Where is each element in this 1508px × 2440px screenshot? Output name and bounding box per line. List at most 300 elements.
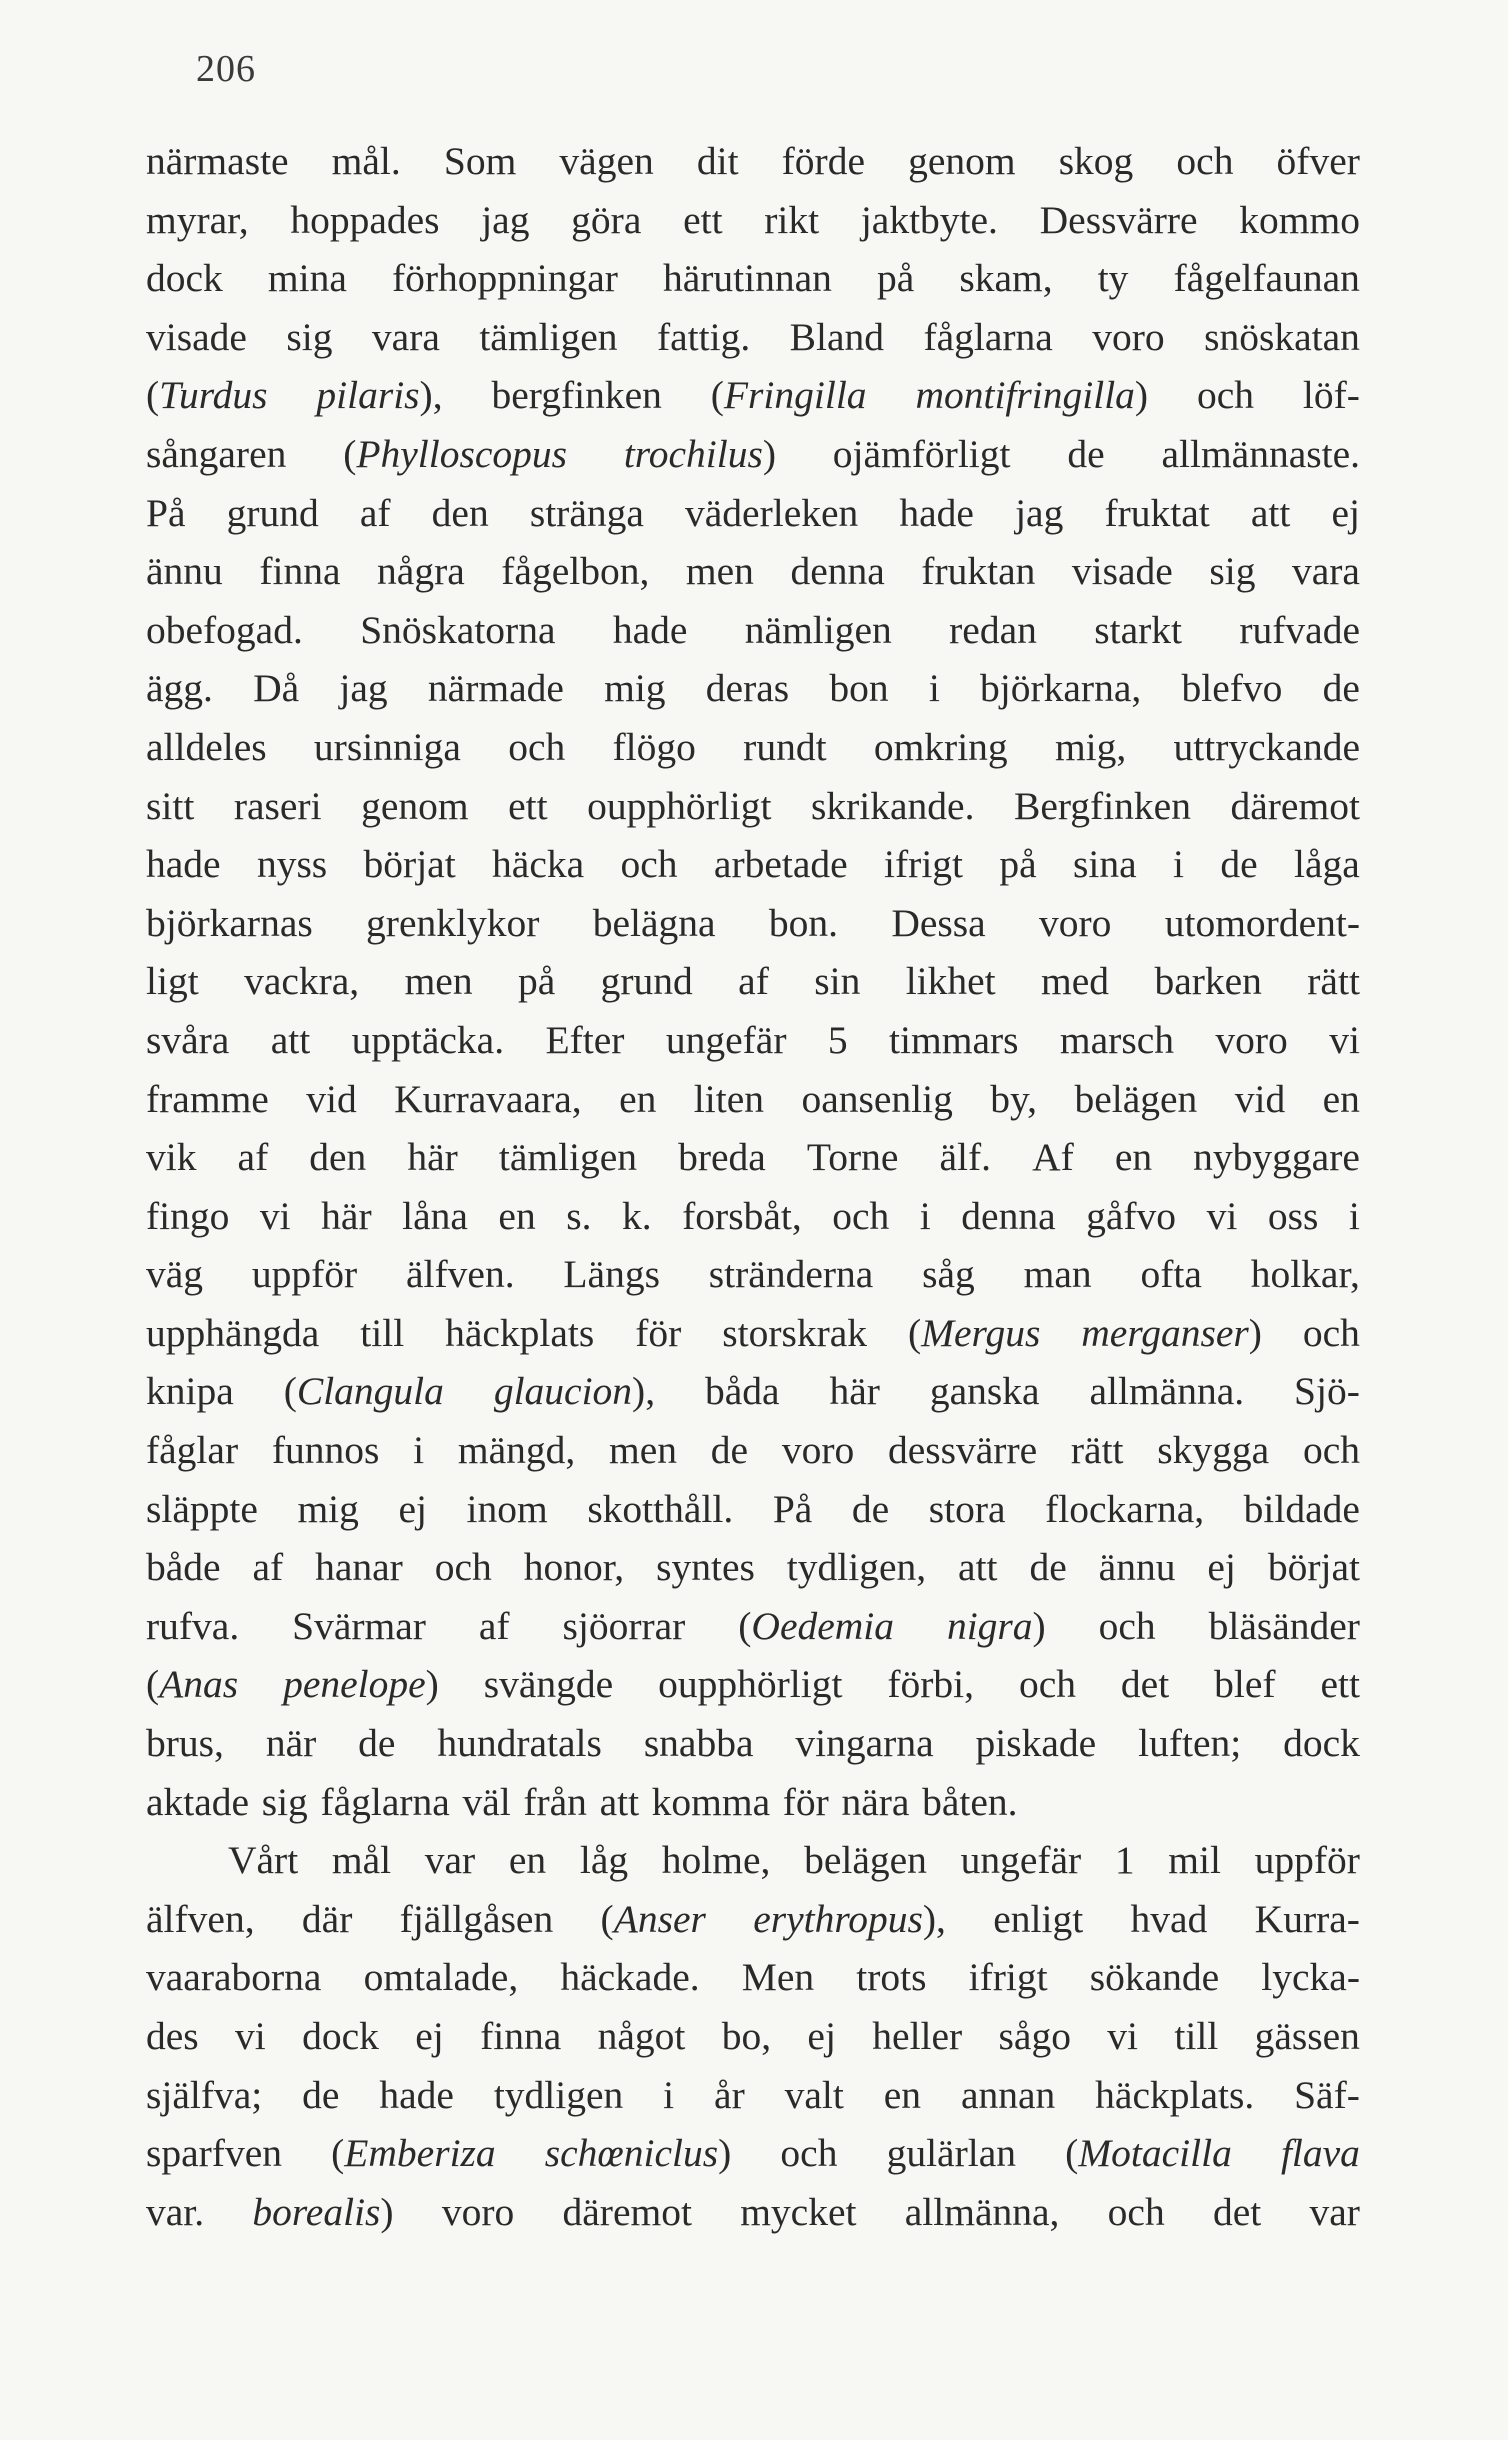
- word: sparfven: [146, 2131, 282, 2176]
- text-line: [146, 1773, 1360, 1832]
- word: hundratals: [437, 1721, 602, 1766]
- word: var.: [146, 2189, 205, 2234]
- word: de: [1067, 431, 1105, 476]
- word: mig,: [1054, 724, 1127, 769]
- word: Bland: [789, 314, 884, 359]
- word: Vårt: [228, 1838, 299, 1883]
- word: by,: [990, 1076, 1038, 1121]
- word: oansenlig: [801, 1076, 953, 1121]
- word: På: [772, 1486, 813, 1531]
- word: börjat: [363, 842, 456, 887]
- word: vackra,: [244, 959, 360, 1004]
- text-line: [146, 542, 1360, 601]
- word: mil: [1168, 1838, 1221, 1883]
- word: och: [1098, 1603, 1156, 1648]
- word: skam,: [959, 256, 1053, 301]
- word: (Fringilla: [710, 373, 867, 418]
- word: låga: [1294, 842, 1360, 887]
- word: och: [832, 1193, 890, 1238]
- word: blef: [1214, 1662, 1276, 1707]
- word: myrar,: [146, 197, 249, 242]
- word: denna: [790, 549, 885, 594]
- word: en: [619, 1076, 657, 1121]
- word: mig: [604, 666, 666, 711]
- word: i: [1173, 842, 1185, 887]
- word: bon.: [768, 900, 838, 945]
- word: här: [407, 1135, 458, 1180]
- text-line: [146, 1831, 1360, 1890]
- word: af: [237, 1135, 269, 1180]
- word: tämligen: [498, 1135, 638, 1180]
- word: knipa: [146, 1369, 234, 1414]
- word: pilaris),: [316, 373, 443, 418]
- word: framme: [146, 1076, 269, 1121]
- word: Kurra-: [1254, 1896, 1360, 1941]
- word: sig: [286, 314, 333, 359]
- word: bon: [829, 666, 889, 711]
- word: ägg.: [146, 666, 213, 711]
- word: rikt: [764, 197, 820, 242]
- word: vara: [371, 314, 440, 359]
- text-line: [146, 366, 1360, 425]
- word: häcka: [492, 842, 585, 887]
- word: sig: [1209, 549, 1256, 594]
- word: jag: [1015, 490, 1064, 535]
- text-line: [146, 249, 1360, 308]
- text-line: [146, 1655, 1360, 1714]
- word: obefogad.: [146, 607, 303, 652]
- word: älfven,: [146, 1896, 255, 1941]
- word: Efter: [545, 1017, 625, 1062]
- word: i: [919, 1193, 931, 1238]
- word: ett: [1320, 1662, 1360, 1707]
- word: aktade: [146, 1779, 250, 1824]
- word: ännu: [146, 549, 223, 594]
- word: nyss: [256, 842, 328, 887]
- word: vingarna: [795, 1721, 934, 1766]
- word: fågelbon,: [501, 549, 650, 594]
- word: storskrak: [722, 1310, 868, 1355]
- word: uttryckande: [1173, 724, 1360, 769]
- word: på: [999, 842, 1037, 887]
- word: ej: [1331, 490, 1360, 535]
- word: skygga: [1157, 1428, 1270, 1473]
- word: genom: [361, 783, 469, 828]
- word: hade: [612, 607, 688, 652]
- word: starkt: [1094, 607, 1182, 652]
- word: dock: [302, 2014, 379, 2058]
- word: i: [1348, 1193, 1360, 1238]
- word: fjällgåsen: [399, 1896, 554, 1941]
- word: till: [1174, 2014, 1219, 2058]
- word: mål.: [331, 139, 401, 183]
- word: genom: [908, 139, 1016, 183]
- word: bildade: [1243, 1486, 1360, 1531]
- word: björkarna,: [980, 666, 1142, 711]
- word: erythropus),: [753, 1896, 946, 1941]
- text-line: [146, 2066, 1360, 2125]
- word: både: [146, 1545, 221, 1590]
- word: stora: [928, 1486, 1006, 1531]
- word: ojämförligt: [832, 431, 1011, 476]
- word: och: [780, 2131, 838, 2176]
- word: själfva;: [146, 2072, 263, 2117]
- word: väl: [462, 1779, 511, 1824]
- word: (Motacilla: [1065, 2131, 1232, 2176]
- word: de: [1029, 1545, 1067, 1590]
- word: här: [829, 1369, 880, 1414]
- word: häckplats.: [1095, 2072, 1255, 2117]
- text-line: [146, 1714, 1360, 1773]
- text-line: [146, 835, 1360, 894]
- word: vi: [1206, 1193, 1238, 1238]
- word: sina: [1073, 842, 1137, 887]
- word: bo,: [721, 2014, 772, 2058]
- word: ett: [508, 783, 548, 828]
- word: holme,: [661, 1838, 771, 1883]
- word: rufva.: [146, 1603, 240, 1648]
- text-line: [146, 132, 1360, 191]
- word: valt: [784, 2072, 844, 2117]
- word: släppte: [146, 1486, 258, 1531]
- word: Dessa: [891, 900, 986, 945]
- text-line: [146, 1597, 1360, 1656]
- word: luften;: [1138, 1721, 1242, 1766]
- word: en: [508, 1838, 547, 1883]
- word: göra: [571, 197, 642, 242]
- word: trochilus): [623, 431, 776, 476]
- word: vid: [306, 1076, 357, 1121]
- word: rätt: [1307, 959, 1360, 1004]
- word: sin: [814, 959, 861, 1004]
- word: (Oedemia: [738, 1603, 895, 1648]
- word: att: [1250, 490, 1291, 535]
- word: stränga: [529, 490, 644, 535]
- word: låna: [402, 1193, 468, 1238]
- word: nära: [841, 1779, 910, 1824]
- word: snabba: [643, 1721, 754, 1766]
- word: af: [478, 1603, 510, 1648]
- word: bergfinken: [491, 373, 662, 418]
- word: ofta: [1140, 1252, 1202, 1297]
- word: uppför: [251, 1252, 358, 1297]
- word: 1: [1114, 1838, 1135, 1883]
- word: härutinnan: [662, 256, 832, 301]
- word: allmänna,: [904, 2189, 1060, 2234]
- word: från: [523, 1779, 587, 1824]
- word: vi: [235, 2014, 266, 2058]
- word: Längs: [563, 1252, 660, 1297]
- word: Som: [443, 139, 517, 183]
- word: penelope): [283, 1662, 439, 1707]
- text-line: [146, 659, 1360, 718]
- word: när: [265, 1721, 317, 1766]
- word: sig: [261, 1779, 308, 1824]
- word: vägen: [559, 139, 654, 183]
- word: ifrigt: [884, 842, 964, 887]
- word: På: [146, 490, 186, 535]
- word: piskade: [975, 1721, 1097, 1766]
- word: (Phylloscopus: [343, 431, 567, 476]
- word: tydligen: [493, 2072, 624, 2117]
- word: såg: [922, 1252, 975, 1297]
- word: börjat: [1267, 1545, 1360, 1590]
- word: borealis): [252, 2189, 394, 2234]
- text-line: [146, 1304, 1360, 1363]
- word: dock: [1283, 1721, 1360, 1766]
- word: omkring: [873, 724, 1008, 769]
- word: af: [252, 1545, 284, 1590]
- word: vi: [1329, 1017, 1360, 1062]
- word: forsbåt,: [682, 1193, 802, 1238]
- word: fingo: [146, 1193, 230, 1238]
- word: men: [685, 549, 754, 594]
- word: ty: [1097, 256, 1129, 301]
- word: med: [1041, 959, 1110, 1004]
- word: enligt: [993, 1896, 1084, 1941]
- word: sågo: [998, 2014, 1071, 2058]
- word: något: [597, 2014, 686, 2058]
- word: Säf-: [1294, 2072, 1360, 2117]
- word: fågelfaunan: [1173, 256, 1360, 301]
- word: de: [302, 2072, 340, 2117]
- word: redan: [949, 607, 1037, 652]
- word: björkarnas: [146, 900, 313, 945]
- text-line: [146, 308, 1360, 367]
- word: förbi,: [887, 1662, 975, 1707]
- word: båda: [705, 1369, 780, 1414]
- word: montifringilla): [915, 373, 1149, 418]
- word: des: [146, 2014, 199, 2058]
- word: jag: [481, 197, 530, 242]
- word: jaktbyte.: [860, 197, 998, 242]
- word: Sjö-: [1294, 1369, 1360, 1414]
- word: ej: [1207, 1545, 1236, 1590]
- word: uppför: [1254, 1838, 1360, 1883]
- word: ej: [807, 2014, 836, 2058]
- text-line: [146, 2007, 1360, 2066]
- word: Dessvärre: [1039, 197, 1198, 242]
- word: däremot: [1230, 783, 1360, 828]
- word: vara: [1292, 549, 1360, 594]
- word: snöskatan: [1204, 314, 1360, 359]
- word: flögo: [612, 724, 696, 769]
- word: ungefär: [665, 1017, 787, 1062]
- text-line: [146, 484, 1360, 543]
- word: vid: [1234, 1076, 1286, 1121]
- word: ligt: [146, 959, 199, 1004]
- word: holkar,: [1250, 1252, 1360, 1297]
- word: förde: [781, 139, 865, 183]
- word: belägna: [592, 900, 716, 945]
- word: att: [270, 1017, 311, 1062]
- word: glaucion),: [493, 1369, 656, 1414]
- word: sitt: [146, 783, 195, 828]
- word: i: [663, 2072, 675, 2117]
- word: Svärmar: [292, 1603, 426, 1648]
- word: s.: [566, 1193, 592, 1238]
- word: kommo: [1239, 197, 1360, 242]
- word: (Emberiza: [331, 2131, 496, 2176]
- word: väderleken: [685, 490, 859, 535]
- word: Men: [741, 1955, 815, 2000]
- word: Bergfinken: [1013, 783, 1191, 828]
- word: allmännaste.: [1161, 431, 1360, 476]
- word: de: [358, 1721, 396, 1766]
- word: och: [508, 724, 566, 769]
- word: att: [958, 1545, 998, 1590]
- word: ett: [683, 197, 723, 242]
- word: gulärlan: [886, 2131, 1016, 2176]
- word: vi: [259, 1193, 291, 1238]
- word: Då: [253, 666, 300, 711]
- word: att: [599, 1779, 640, 1824]
- word: skog: [1058, 139, 1134, 183]
- word: hade: [146, 842, 221, 887]
- word: af: [738, 959, 769, 1004]
- word: vaaraborna: [146, 1955, 322, 2000]
- word: och: [434, 1545, 492, 1590]
- word: skotthåll.: [587, 1486, 734, 1531]
- word: voro: [1215, 1017, 1288, 1062]
- word: gässen: [1254, 2014, 1360, 2058]
- word: annan: [960, 2072, 1056, 2117]
- word: och: [1302, 1310, 1360, 1355]
- body-text: [146, 132, 1360, 2241]
- word: dock: [146, 256, 223, 301]
- word: några: [377, 549, 465, 594]
- word: skrikande.: [811, 783, 975, 828]
- word: älfven.: [406, 1252, 515, 1297]
- word: likhet: [905, 959, 996, 1004]
- word: båten.: [922, 1779, 1018, 1824]
- word: rundt: [743, 724, 827, 769]
- text-line: [146, 1070, 1360, 1129]
- text-line: [146, 1538, 1360, 1597]
- word: raseri: [233, 783, 322, 828]
- word: lycka-: [1261, 1955, 1360, 2000]
- word: marsch: [1059, 1017, 1174, 1062]
- text-line: [146, 777, 1360, 836]
- word: denna: [961, 1193, 1056, 1238]
- word: sjöorrar: [562, 1603, 686, 1648]
- word: finna: [259, 549, 341, 594]
- word: nigra): [946, 1603, 1046, 1648]
- word: oss: [1267, 1193, 1319, 1238]
- word: ej: [398, 1486, 427, 1531]
- word: (Mergus: [907, 1310, 1041, 1355]
- word: ännu: [1098, 1545, 1176, 1590]
- word: en: [498, 1193, 536, 1238]
- word: år: [714, 2072, 745, 2117]
- word: älf.: [939, 1135, 992, 1180]
- word: merganser): [1081, 1310, 1262, 1355]
- word: alldeles: [146, 724, 267, 769]
- word: låg: [579, 1838, 629, 1883]
- word: förhoppningar: [391, 256, 618, 301]
- word: barken: [1154, 959, 1262, 1004]
- word: k.: [622, 1193, 652, 1238]
- text-line: [146, 894, 1360, 953]
- word: svåra: [146, 1017, 230, 1062]
- word: voro: [441, 2189, 515, 2234]
- word: ganska: [929, 1369, 1040, 1414]
- word: den: [431, 490, 489, 535]
- word: och: [1302, 1428, 1360, 1473]
- word: flockarna,: [1045, 1486, 1205, 1531]
- word: hvad: [1130, 1896, 1208, 1941]
- word: allmänna.: [1089, 1369, 1245, 1414]
- word: (Anas: [146, 1662, 239, 1707]
- word: var: [424, 1838, 476, 1883]
- word: voro: [1092, 314, 1165, 359]
- word: honor,: [523, 1545, 625, 1590]
- text-line: [146, 601, 1360, 660]
- word: belägen: [804, 1838, 927, 1883]
- word: en: [1114, 1135, 1153, 1180]
- word: fåglar: [146, 1428, 239, 1473]
- text-line: [146, 2183, 1360, 2242]
- word: voro: [1038, 900, 1112, 945]
- word: blefvo: [1181, 666, 1283, 711]
- word: gåfvo: [1086, 1193, 1177, 1238]
- word: grund: [226, 490, 319, 535]
- word: upptäcka.: [351, 1017, 505, 1062]
- text-line: [146, 1948, 1360, 2007]
- word: och: [620, 842, 678, 887]
- word: (Clangula: [283, 1369, 444, 1414]
- word: ursinniga: [313, 724, 461, 769]
- word: och: [1107, 2189, 1165, 2234]
- word: flava: [1280, 2131, 1360, 2176]
- word: breda: [678, 1135, 766, 1180]
- word: mängd,: [457, 1428, 576, 1473]
- word: ej: [415, 2014, 444, 2058]
- word: och: [1176, 139, 1234, 183]
- word: arbetade: [713, 842, 848, 887]
- word: nybyggare: [1193, 1135, 1360, 1180]
- word: stränderna: [708, 1252, 874, 1297]
- word: däremot: [562, 2189, 692, 2234]
- word: visade: [146, 314, 247, 359]
- word: Kurravaara,: [394, 1076, 582, 1121]
- word: tämligen: [479, 314, 618, 359]
- word: 5: [827, 1017, 848, 1062]
- word: men: [404, 959, 473, 1004]
- word: fåglarna: [923, 314, 1053, 359]
- text-line: [146, 1421, 1360, 1480]
- text-line: [146, 1362, 1360, 1421]
- word: på: [517, 959, 556, 1004]
- word: visade: [1071, 549, 1173, 594]
- word: vi: [1107, 2014, 1139, 2058]
- word: rätt: [1070, 1428, 1124, 1473]
- word: här: [321, 1193, 372, 1238]
- word: mig: [297, 1486, 359, 1531]
- word: och: [1018, 1662, 1076, 1707]
- word: voro: [781, 1428, 855, 1473]
- text-line: [146, 952, 1360, 1011]
- word: bläsänder: [1208, 1603, 1360, 1648]
- word: närmade: [427, 666, 564, 711]
- word: (Turdus: [146, 373, 268, 418]
- word: sångaren: [146, 431, 287, 476]
- word: löf-: [1302, 373, 1360, 418]
- word: hade: [899, 490, 974, 535]
- word: Snöskatorna: [360, 607, 556, 652]
- word: en: [883, 2072, 922, 2117]
- word: man: [1023, 1252, 1092, 1297]
